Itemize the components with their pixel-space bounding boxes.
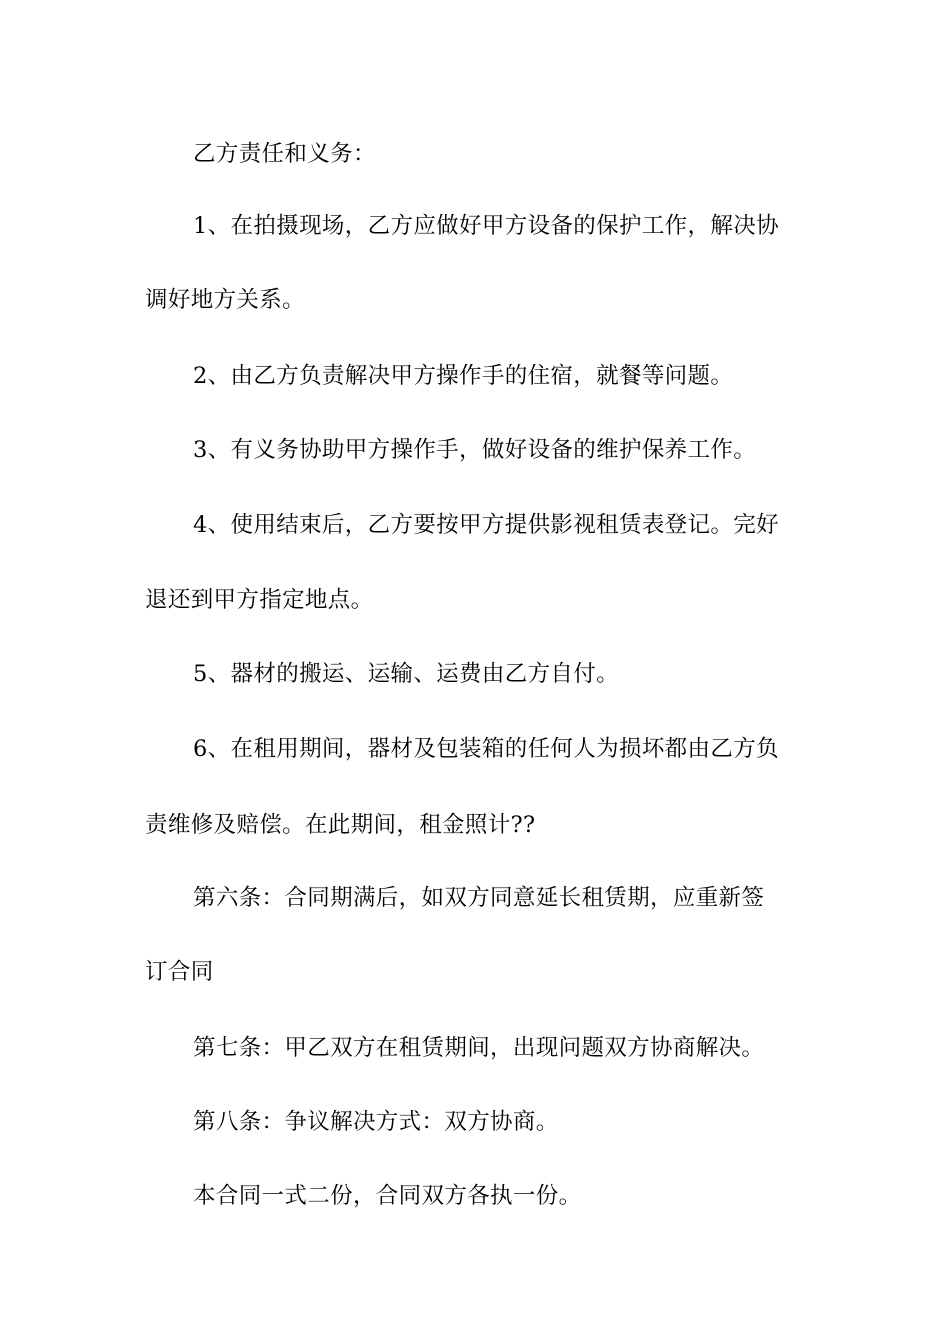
item-4-line-2: 退还到甲方指定地点。 <box>145 587 374 613</box>
section-heading: 乙方责任和义务： <box>193 141 376 167</box>
item-2: 2、由乙方负责解决甲方操作手的住宿，就餐等问题。 <box>193 363 734 389</box>
item-4-line-1: 4、使用结束后，乙方要按甲方提供影视租赁表登记。完好 <box>193 512 779 538</box>
item-1-line-2: 调好地方关系。 <box>145 287 305 313</box>
item-3: 3、有义务协助甲方操作手，做好设备的维护保养工作。 <box>193 437 757 463</box>
item-6-line-1: 6、在租用期间，器材及包装箱的任何人为损坏都由乙方负 <box>193 736 779 762</box>
article-8: 第八条：争议解决方式：双方协商。 <box>193 1109 559 1135</box>
item-5: 5、器材的搬运、运输、运费由乙方自付。 <box>193 661 619 687</box>
item-1-line-1: 1、在拍摄现场，乙方应做好甲方设备的保护工作，解决协 <box>193 213 779 239</box>
article-6-line-1: 第六条：合同期满后，如双方同意延长租赁期，应重新签 <box>193 885 765 911</box>
article-7: 第七条：甲乙双方在租赁期间，出现问题双方协商解决。 <box>193 1035 765 1061</box>
item-6-line-2: 责维修及赔偿。在此期间，租金照计?? <box>145 812 536 838</box>
closing-statement: 本合同一式二份，合同双方各执一份。 <box>193 1183 582 1209</box>
article-6-line-2: 订合同 <box>145 959 214 985</box>
